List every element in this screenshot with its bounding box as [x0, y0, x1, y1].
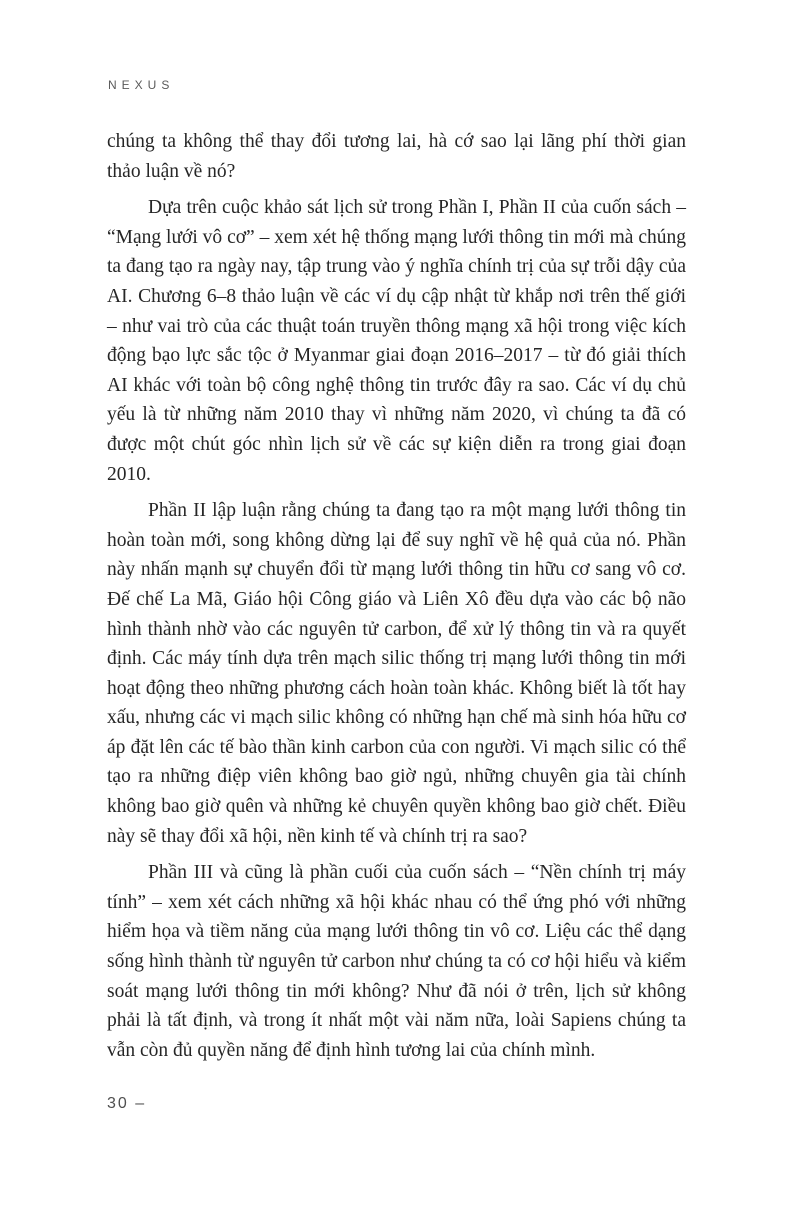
- paragraph: Phần III và cũng là phần cuối của cuốn sách – “Nền chính trị máy tính” – xem xét cách những xã hội khác nhau có thể ứng phó với những hiểm họa và tiềm năng của mạng lưới thông tin vô cơ. Liệu các thể dạng sống hình thành từ nguyên tử carbon như chúng ta có cơ hội hiểu và kiểm soát mạng lưới thông tin mới không? Như đã nói ở trên, lịch sử không phải là tất định, và trong ít nhất một vài năm nữa, loài Sapiens chúng ta vẫn còn đủ quyền năng để định hình tương lai của chính mình.: [107, 862, 686, 1061]
- running-header: NEXUS: [108, 78, 175, 92]
- paragraph: Phần II lập luận rằng chúng ta đang tạo ra một mạng lưới thông tin hoàn toàn mới, song không dừng lại để suy nghĩ về hệ quả của nó. Phần này nhấn mạnh sự chuyển đổi từ mạng lưới thông tin hữu cơ sang vô cơ. Đế chế La Mã, Giáo hội Công giáo và Liên Xô đều dựa vào các bộ não hình thành nhờ vào các nguyên tử carbon, để xử lý thông tin và ra quyết định. Các máy tính dựa trên mạch silic thống trị mạng lưới thông tin mới hoạt động theo những phương cách hoàn toàn khác. Không biết là tốt hay xấu, nhưng các vi mạch silic không có những hạn chế mà sinh hóa hữu cơ áp đặt lên các tế bào thần kinh carbon của con người. Vi mạch silic có thể tạo ra những điệp viên không bao giờ ngủ, những chuyên gia tài chính không bao giờ quên và những kẻ chuyên quyền không bao giờ chết. Điều này sẽ thay đổi xã hội, nền kinh tế và chính trị ra sao?: [107, 500, 686, 847]
- paragraph: chúng ta không thể thay đổi tương lai, hà cớ sao lại lãng phí thời gian thảo luận về nó?: [107, 131, 686, 182]
- page-number: 30 –: [107, 1095, 147, 1112]
- paragraph: Dựa trên cuộc khảo sát lịch sử trong Phần I, Phần II của cuốn sách – “Mạng lưới vô cơ” – xem xét hệ thống mạng lưới thông tin mới mà chúng ta đang tạo ra ngày nay, tập trung vào ý nghĩa chính trị của sự trỗi dậy của AI. Chương 6–8 thảo luận về các ví dụ cập nhật từ khắp nơi trên thế giới – như vai trò của các thuật toán truyền thông mạng xã hội trong việc kích động bạo lực sắc tộc ở Myanmar giai đoạn 2016–2017 – từ đó giải thích AI khác với toàn bộ công nghệ thông tin trước đây ra sao. Các ví dụ chủ yếu là từ những năm 2010 thay vì những năm 2020, vì chúng ta đã có được một chút góc nhìn lịch sử về các sự kiện diễn ra trong giai đoạn 2010.: [107, 197, 686, 485]
- page-body-text: [107, 127, 686, 1072]
